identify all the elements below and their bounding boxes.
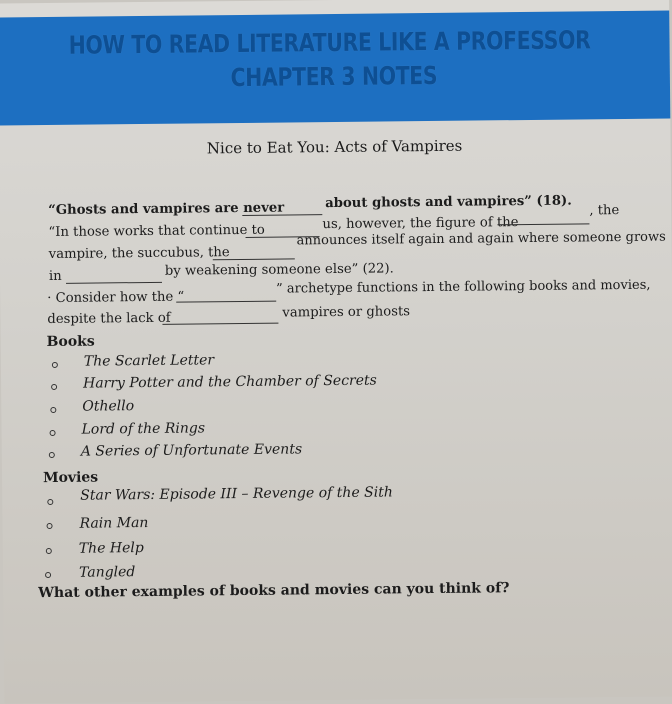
movies-heading: Movies bbox=[42, 469, 99, 487]
blank-line4 bbox=[66, 282, 162, 284]
bullet-icon bbox=[47, 523, 53, 529]
books-heading: Books bbox=[46, 333, 95, 351]
book-item-1: The Scarlet Letter bbox=[83, 352, 215, 370]
note-line3-start: vampire, the succubus, the bbox=[48, 245, 230, 263]
movie-item-4: Tangled bbox=[78, 564, 136, 581]
movie-item-1: Star Wars: Episode III – Revenge of the Sith bbox=[80, 484, 393, 504]
note-line1-end: about ghosts and vampires” (18). bbox=[325, 193, 572, 212]
blank-line1 bbox=[242, 214, 322, 216]
movie-item-2: Rain Man bbox=[79, 514, 149, 532]
blank-line5 bbox=[176, 301, 276, 303]
bullet-icon bbox=[45, 572, 51, 578]
book-item-2: Harry Potter and the Chamber of Secrets bbox=[82, 372, 377, 392]
note-line5-end: ” archetype functions in the following books and movies, bbox=[276, 277, 651, 297]
note-line2-mid: us, however, the figure of the bbox=[322, 215, 519, 233]
note-line2-start: “In those works that continue to bbox=[48, 222, 265, 241]
closing-question: What other examples of books and movies can you think of? bbox=[38, 580, 510, 602]
bullet-icon bbox=[47, 499, 53, 505]
movie-item-3: The Help bbox=[78, 540, 144, 557]
note-line6-end: vampires or ghosts bbox=[282, 304, 411, 321]
note-line2-end: , the bbox=[589, 203, 620, 219]
bullet-icon bbox=[51, 384, 57, 390]
note-line4-end: by weakening someone else” (22). bbox=[164, 261, 394, 279]
bullet-icon bbox=[46, 548, 52, 554]
note-line6-start: despite the lack of bbox=[47, 310, 171, 328]
book-item-4: Lord of the Rings bbox=[81, 420, 206, 438]
page-subtitle: Nice to Eat You: Acts of Vampires bbox=[206, 136, 463, 158]
book-item-3: Othello bbox=[82, 398, 135, 415]
bullet-icon bbox=[52, 362, 58, 368]
book-item-5: A Series of Unfortunate Events bbox=[80, 441, 303, 460]
note-line4-start: in bbox=[48, 268, 62, 285]
blank-line3 bbox=[213, 258, 295, 260]
blank-line6 bbox=[162, 323, 278, 325]
header-title-line2: CHAPTER 3 NOTES bbox=[230, 60, 438, 93]
bullet-icon bbox=[50, 430, 56, 436]
note-line5-start: · Consider how the “ bbox=[47, 289, 185, 307]
header-title-line1: HOW TO READ LITERATURE LIKE A PROFESSOR bbox=[68, 25, 591, 60]
note-line1-start: “Ghosts and vampires are never bbox=[48, 200, 285, 219]
note-line3-end: announces itself again and again where someone grows bbox=[296, 229, 666, 249]
bullet-icon bbox=[50, 407, 56, 413]
blank-line2b bbox=[497, 223, 589, 225]
bullet-icon bbox=[49, 452, 55, 458]
